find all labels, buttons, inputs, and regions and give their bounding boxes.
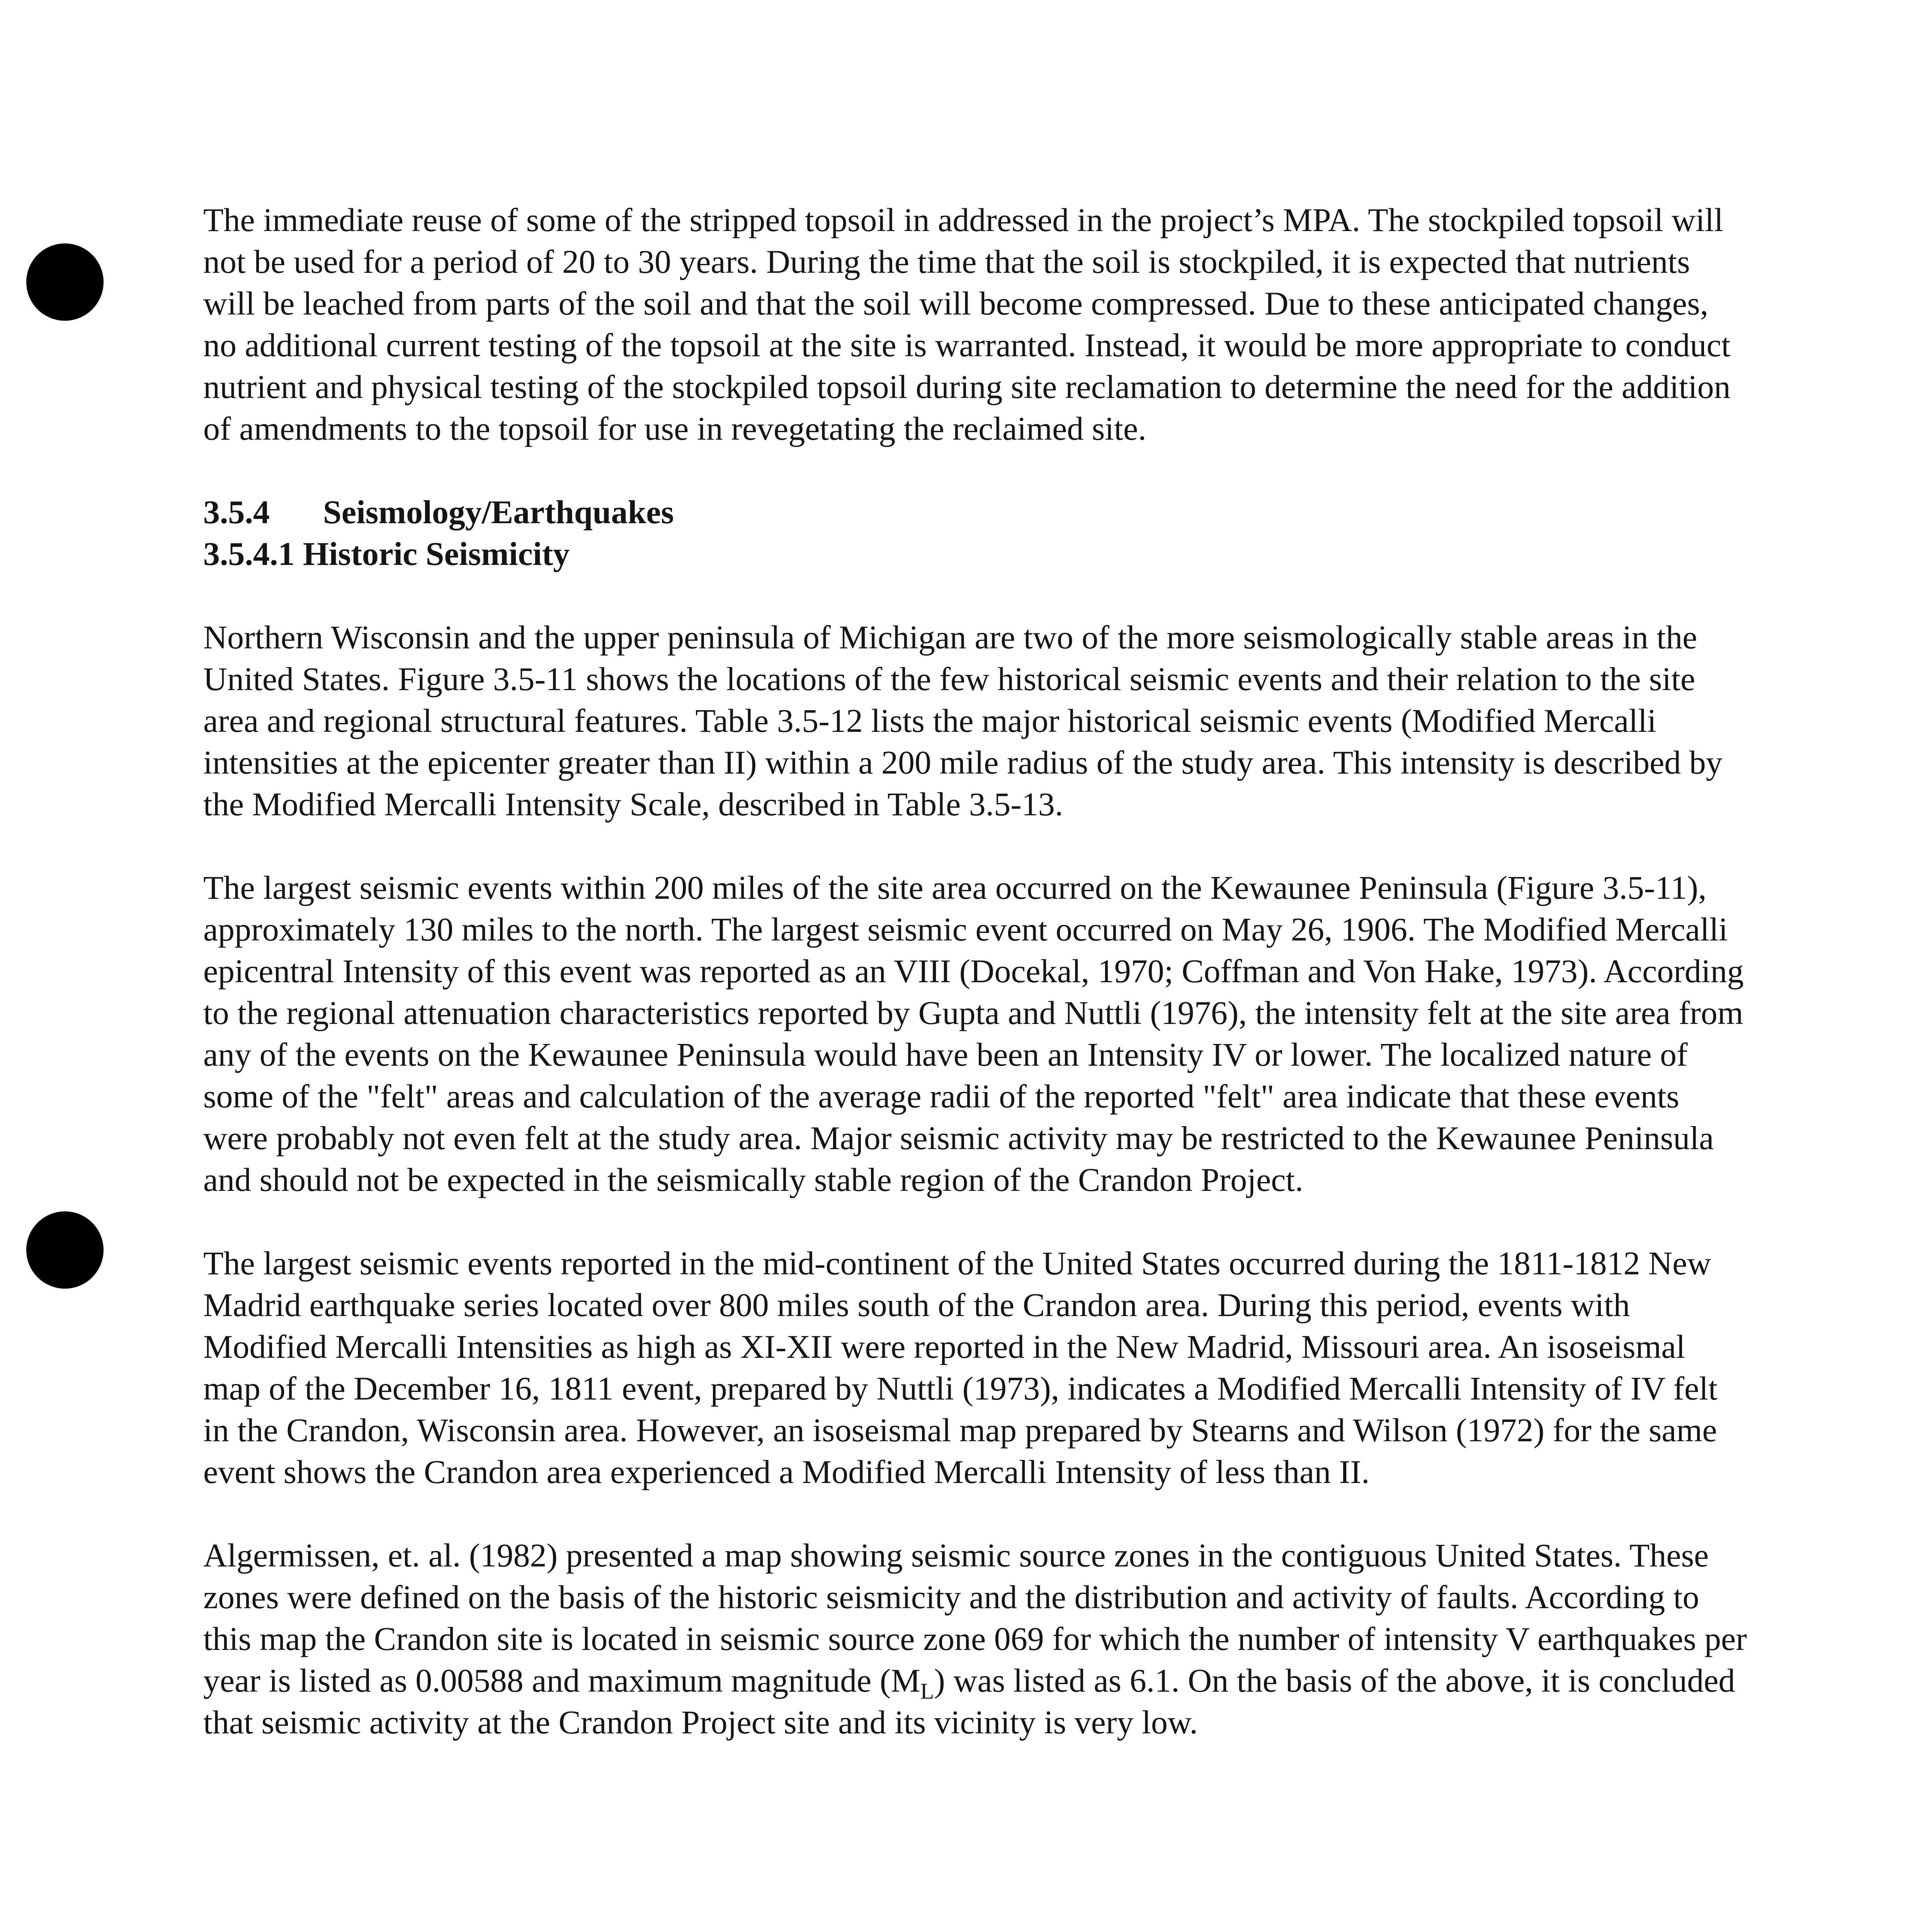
paragraph-stability: Northern Wisconsin and the upper peninsula of Michigan are two of the more seismologically stable areas in the United States. Figure 3.5-11 shows the locations of the few historical seismic events and their relation to the site area and regional structural features. Table 3.5-12 lists the major historical seismic events (Modified Mercalli intensities at the epicenter greater than II) within a 200 mile radius of the study area. This intensity is described by the Modified Mercalli Intensity Scale, described in Table 3.5-13.: [203, 619, 1723, 823]
paragraph-new-madrid: The largest seismic events reported in the mid-continent of the United States occurred during the 1811-1812 New Madrid earthquake series located over 800 miles south of the Crandon area. During this period, events with Modified Mercalli Intensities as high as XI-XII were reported in the New Madrid, Missouri area. An isoseismal map of the December 16, 1811 event, prepared by Nuttli (1973), indicates a Modified Mercalli Intensity of IV felt in the Crandon, Wisconsin area. However, an isoseismal map prepared by Stearns and Wilson (1972) for the same event shows the Crandon area experienced a Modified Mercalli Intensity of less than II.: [203, 1245, 1718, 1490]
paragraph-kewaunee: The largest seismic events within 200 miles of the site area occurred on the Kewaunee Peninsula (Figure 3.5-11), approximately 130 miles to the north. The largest seismic event occurred on May 26, 1906. The Modified Mercalli epicentral Intensity of this event was reported as an VIII (Docekal, 1970; Coffman and Von Hake, 1973). According to the regional attenuation characteristics reported by Gupta and Nuttli (1976), the intensity felt at the site area from any of the events on the Kewaunee Peninsula would have been an Intensity IV or lower. The localized nature of some of the "felt" areas and calculation of the average radii of the reported "felt" area indicate that these events were probably not even felt at the study area. Major seismic activity may be restricted to the Kewaunee Peninsula and should not be expected in the seismically stable region of the Crandon Project.: [203, 869, 1744, 1198]
subsection-heading: 3.5.4.1 Historic Seismicity: [203, 535, 570, 572]
binder-hole-middle: [26, 1211, 104, 1289]
section-title: Seismology/Earthquakes: [323, 493, 674, 531]
section-number: 3.5.4: [203, 493, 270, 531]
paragraph-source-zones-part2: ) was listed as 6.1. On the basis of the above, it is concluded that seismic activity at the Crandon Project site and its vicinity is very low.: [203, 1662, 1735, 1741]
paragraph-topsoil: The immediate reuse of some of the stripped topsoil in addressed in the project’s MPA. The stockpiled topsoil will not be used for a period of 20 to 30 years. During the time that the soil is stockpiled, it is expected that nutrients will be leached from parts of the soil and that the soil will become compressed. Due to these anticipated changes, no additional current testing of the topsoil at the site is warranted. Instead, it would be more appropriate to conduct nutrient and physical testing of the stockpiled topsoil during site reclamation to determine the need for the addition of amendments to the topsoil for use in revegetating the reclaimed site.: [203, 201, 1731, 447]
paragraph-source-zones: [203, 1534, 1749, 1743]
paragraph-source-zones-part1: Algermissen, et. al. (1982) presented a map showing seismic source zones in the contiguous United States. These zones were defined on the basis of the historic seismicity and the distribution and activity of faults. According to this map the Crandon site is located in seismic source zone 069 for which the number of intensity V earthquakes per year is listed as 0.00588 and maximum magnitude (M: [203, 1537, 1747, 1699]
binder-hole-top: [26, 243, 104, 321]
section-heading: [203, 491, 1749, 533]
document-body: [203, 199, 1749, 1743]
magnitude-subscript: L: [920, 1679, 934, 1704]
